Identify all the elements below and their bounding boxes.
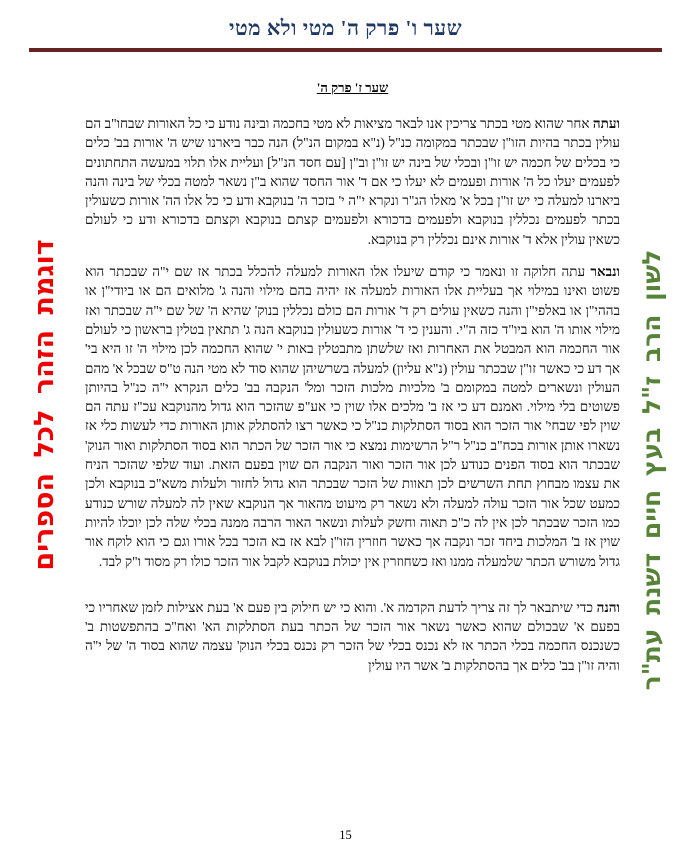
section-heading: שער ז' פרק ה' bbox=[316, 80, 389, 95]
paragraph-3 bbox=[85, 598, 620, 675]
paragraph-2-lead-word: ונבאר bbox=[590, 264, 621, 280]
paragraph-1-text: אחר שהוא מטי בכתר צריכין אנו לבאר מציאות לא מטי בחכמה ובינה נודע כי כל האורות שבחו"ב הם עולין בכתר בהיות הזו"ן שבכתר במקומה כנ"ל (נ"א במקום הנ"ל) הנה כבר ביארנו שיש ה' אורות בב' כלים כי בכלים של חכמה יש זו"ן ובכלי של בינה יש זו"ן וב"ן [עם חסד הנ"ל] ועליית אלו תלוי במעשה התחתונים לפעמים יעלו כל ה' אורות ופעמים לא יעלו כי אם ד' אור החסד שהוא ב"ן נשאר למטה בכלי של בינה והנה ביארנו למעלה כי יש זו"ן בכל א' מאלו הג"ר ונקרא י"ה י' בזכר ה' בנוקבא ודע כי כל אלו הה' אורות כשעולין בכתר לפעמים נכללין בנוקבא ולפעמים בדכורא ולפעמים קצתם בנוקבא וקצתם בדכורא ודע כי לעולם כשאין עולין אלא ד' אורות אינם נכללין רק בנוקבא. bbox=[85, 116, 620, 247]
left-margin-vertical-text: דוגמת הזהר לכל הספרים bbox=[29, 239, 60, 571]
paragraph-1 bbox=[85, 114, 620, 249]
right-margin-vertical-text: לשון הרב ז"ל בעץ חיים דשנת עת"ר bbox=[637, 249, 666, 691]
paragraph-3-lead-word: והנה bbox=[596, 599, 620, 615]
page-title: שער ו' פרק ה' מטי ולא מטי bbox=[228, 16, 463, 40]
body-text-column bbox=[85, 80, 620, 688]
paragraph-2 bbox=[85, 262, 620, 571]
paragraph-2-text: עתה חלוקה זו ונאמר כי קודם שיעלו אלו האורות למעלה להכלל בכתר אז שם י"ה שבכתר הוא פשוט ואינו במילוי אך בעליית אלו האורות למעלה אז יהיה בהם מילוי והנה ג' מלואים הם או ביודי"ן או בההי"ן או באלפי"ן והנה כשאין עולים רק ד' אורות הם כולם נכללין בנוק' שהיא ה' של שם י"ה שבכתר ואז מילוי אותו ה' הוא ביו"ד כזה ה"י. והענין כי ד' אורות כשעולין בנוקבא הנה ג' תתאין בטלין בראשון כי לעולם אור החכמה הוא המבטל את האחרות ואז שלשתן מתבטלין באות י' שהוא החכמה לכן מילוי ה' זו היא בי' אך דע כי כאשר זו"ן שבכתר עולין (נ"א עליון) למעלה בשרשיהן שהוא סוד לא מטי הנה ט"ס שבכל א' מהם העולין ונשארים למטה במקומם ב' מלכיות מלכות הזכר ומל' הנקבה בב' כלים הנקרא י"ה כנ"ל בהיותן פשוטים בלי מילוי. ואמנם דע כי אז ב' מלכים אלו שוין כי אע"פ שהזכר הוא גדול מהנוקבא עכ"ז עתה הם שוין לפי שבחי' אור הזכר הוא בסוד הסתלקות כנ"ל כי כאשר רצו להסתלק אותן האורות כדי לעשות כלי אז נשארו אותן אורות בכח"ב כנ"ל ר"ל הרשימות נמצא כי אור הזכר של הכתר הוא בסוד הסתלקות ואור הנוק' שבכתר הוא בסוד הפנים כנודע לכן אור הזכר ואור הנקבה הם שוין בפעם הזאת. ועוד שלפי שהזכר הניח את עצמו מבחוץ תחת השרשים לכן תאוות של הזכר שבכתר הוא גדול לחזור ולעלות משא"כ בנוקבא ולכן כמעט שכל אור הזכר עולה למעלה ולא נשאר רק מיעוט מהאור אך הנוקבא שאין לה למעלה שורש כנודע כמו הזכר שבכתר לכן אין לה כ"כ תאוה וחשק לעלות ונשאר האור הרבה ממנה בכלי שלה לכן יוכלו להיות שוין אז ב' המלכות ביחד זכר ונקבה אך כאשר חוזרין הזו"ן לבא אז בא הזכר בכל אורו וגם כי הוא לוקח אור גדול משורש הכתר שלמעלה ממנו ואז כשחוזרין אין יכולת בנוקבא לקבל אור הזכר כולו רק מסוד ו"ק לבד. bbox=[85, 264, 620, 569]
page-number: 15 bbox=[339, 828, 352, 842]
title-rule bbox=[29, 48, 662, 52]
paragraph-1-lead-word: ועתה bbox=[592, 116, 620, 131]
paragraph-3-text: כדי שיתבאר לך זה צריך לדעת הקדמה א'. והוא כי יש חילוק בין פעם א' בעת אצילות לזמן שאחריו כי בפעם א' שבכולם שהוא כאשר נשאר אור הזכר של הכתר בעת הסתלקות הא' ואח"כ בהתפשטות ב' כשנכנס החכמה בכלי הכתר אז לא נכנס בכלי של הזכר רק נכנס בכלי הנוק' עצמה שהוא בסוד ה' של י"ה והיה זו"ן בב' כלים אך בהסתלקות ב' אשר היו עולין bbox=[85, 599, 620, 673]
